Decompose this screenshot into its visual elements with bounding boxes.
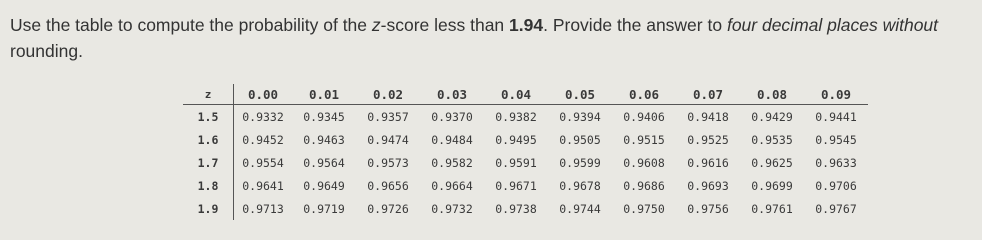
table-cell: 0.9406 <box>623 109 665 124</box>
table-cell: 0.9564 <box>303 155 345 170</box>
precision-emphasis: four decimal places without <box>726 15 939 35</box>
column-header: 0.01 <box>292 84 356 105</box>
z-table-header-row <box>183 84 868 105</box>
table-cell: 0.9429 <box>751 109 793 124</box>
column-header: 0.08 <box>740 84 804 105</box>
table-cell: 0.9699 <box>751 178 793 193</box>
table-cell: 0.9761 <box>751 201 793 216</box>
question-part-2: -score less than <box>380 15 510 35</box>
z-table <box>183 84 868 220</box>
table-cell: 0.9726 <box>367 201 409 216</box>
table-cell: 0.9649 <box>303 178 345 193</box>
table-row <box>183 128 868 151</box>
row-header: 1.8 <box>183 174 234 197</box>
table-cell: 0.9582 <box>431 155 473 170</box>
table-cell: 0.9463 <box>303 132 345 147</box>
table-cell: 0.9599 <box>559 155 601 170</box>
column-header: 0.06 <box>612 84 676 105</box>
table-row <box>183 151 868 174</box>
table-row <box>183 105 868 129</box>
table-cell: 0.9554 <box>242 155 284 170</box>
column-header: 0.04 <box>484 84 548 105</box>
table-cell: 0.9535 <box>751 132 793 147</box>
column-header: 0.07 <box>676 84 740 105</box>
table-cell: 0.9515 <box>623 132 665 147</box>
table-cell: 0.9767 <box>815 201 857 216</box>
table-cell: 0.9545 <box>815 132 857 147</box>
table-cell: 0.9625 <box>751 155 793 170</box>
table-cell: 0.9382 <box>495 109 537 124</box>
table-cell: 0.9370 <box>431 109 473 124</box>
table-cell: 0.9706 <box>815 178 857 193</box>
table-cell: 0.9452 <box>242 132 284 147</box>
table-cell: 0.9678 <box>559 178 601 193</box>
table-cell: 0.9732 <box>431 201 473 216</box>
column-header: 0.03 <box>420 84 484 105</box>
table-cell: 0.9616 <box>687 155 729 170</box>
row-header: 1.5 <box>183 105 234 129</box>
z-variable: z <box>371 15 381 35</box>
z-value: 1.94 <box>509 15 544 35</box>
row-header: 1.6 <box>183 128 234 151</box>
question-text <box>10 12 975 64</box>
table-cell: 0.9744 <box>559 201 601 216</box>
table-cell: 0.9664 <box>431 178 473 193</box>
table-cell: 0.9474 <box>367 132 409 147</box>
column-header: 0.02 <box>356 84 420 105</box>
table-row <box>183 197 868 220</box>
question-part-3: . Provide the answer to <box>543 15 727 35</box>
table-cell: 0.9484 <box>431 132 473 147</box>
row-header: 1.9 <box>183 197 234 220</box>
table-cell: 0.9719 <box>303 201 345 216</box>
table-cell: 0.9495 <box>495 132 537 147</box>
table-cell: 0.9505 <box>559 132 601 147</box>
table-cell: 0.9525 <box>687 132 729 147</box>
table-cell: 0.9441 <box>815 109 857 124</box>
table-cell: 0.9693 <box>687 178 729 193</box>
table-cell: 0.9686 <box>623 178 665 193</box>
table-cell: 0.9394 <box>559 109 601 124</box>
table-cell: 0.9671 <box>495 178 537 193</box>
table-cell: 0.9418 <box>687 109 729 124</box>
z-table-corner: z <box>183 84 234 105</box>
table-cell: 0.9591 <box>495 155 537 170</box>
row-header: 1.7 <box>183 151 234 174</box>
column-header: 0.09 <box>804 84 868 105</box>
column-header: 0.00 <box>234 84 293 105</box>
table-cell: 0.9573 <box>367 155 409 170</box>
table-cell: 0.9713 <box>242 201 284 216</box>
table-cell: 0.9357 <box>367 109 409 124</box>
table-cell: 0.9345 <box>303 109 345 124</box>
table-cell: 0.9656 <box>367 178 409 193</box>
column-header: 0.05 <box>548 84 612 105</box>
table-cell: 0.9738 <box>495 201 537 216</box>
table-cell: 0.9332 <box>242 109 284 124</box>
table-cell: 0.9633 <box>815 155 857 170</box>
question-part-1: Use the table to compute the probability of the <box>10 15 372 35</box>
table-cell: 0.9608 <box>623 155 665 170</box>
table-cell: 0.9750 <box>623 201 665 216</box>
table-cell: 0.9641 <box>242 178 284 193</box>
table-row <box>183 174 868 197</box>
table-cell: 0.9756 <box>687 201 729 216</box>
question-part-4: rounding. <box>10 41 83 61</box>
